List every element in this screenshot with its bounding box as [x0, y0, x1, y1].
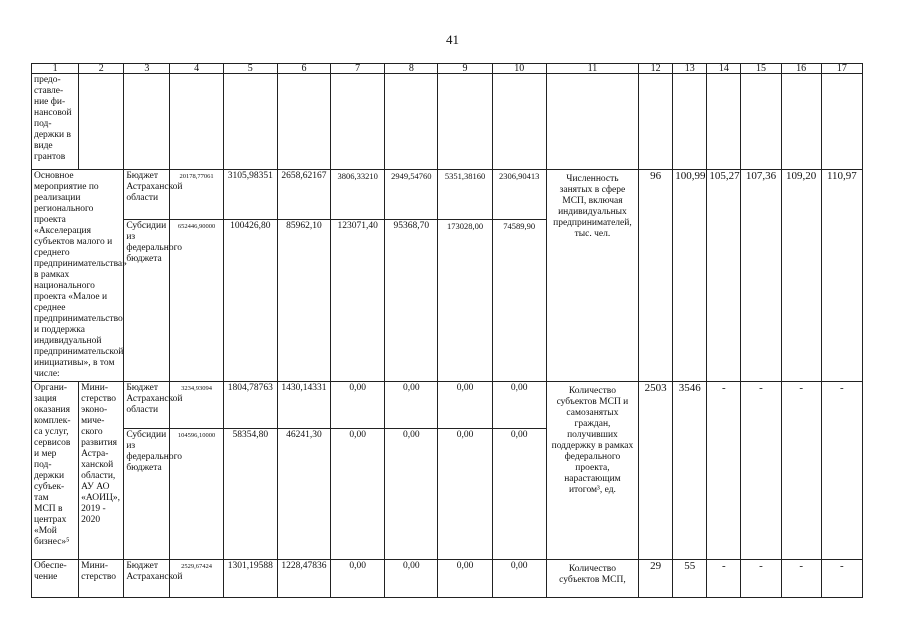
value-cell: 3105,98351 [223, 170, 277, 220]
target-cell: - [781, 560, 821, 598]
table-row [32, 74, 863, 170]
value-cell: 123071,40 [331, 220, 385, 382]
value-cell: 0,00 [438, 429, 492, 560]
target-cell: 55 [673, 560, 707, 598]
header-cell: 12 [639, 64, 673, 74]
measure-cell: предо- ставле- ние фи- нансовой под- держки в виде грантов [32, 74, 79, 170]
value-cell: 85962,10 [277, 220, 330, 382]
indicator-cell: Количество субъектов МСП, [546, 560, 638, 598]
indicator-cell: Численность занятых в сфере МСП, включая индивидуальных предпринимателей, тыс. чел. [546, 170, 638, 382]
target-cell: 110,97 [821, 170, 862, 382]
value-cell: 173028,00 [438, 220, 492, 382]
header-cell: 13 [673, 64, 707, 74]
header-cell: 1 [32, 64, 79, 74]
value-cell: 3234,93094 [170, 382, 223, 429]
value-cell: 1301,19588 [223, 560, 277, 598]
header-cell: 7 [331, 64, 385, 74]
value-cell: 0,00 [385, 382, 438, 429]
header-cell: 10 [492, 64, 546, 74]
header-cell: 17 [821, 64, 862, 74]
target-cell: - [707, 382, 741, 560]
value-cell: 0,00 [492, 382, 546, 429]
value-cell: 1804,78763 [223, 382, 277, 429]
target-cell: 2503 [639, 382, 673, 560]
source-cell: Бюджет Астраханской [124, 560, 170, 598]
value-cell: 2306,90413 [492, 170, 546, 220]
header-cell: 2 [79, 64, 124, 74]
page-number: 41 [446, 32, 459, 47]
target-cell: 105,27 [707, 170, 741, 382]
header-cell: 11 [546, 64, 638, 74]
header-cell: 14 [707, 64, 741, 74]
target-cell: - [707, 560, 741, 598]
value-cell: 0,00 [492, 429, 546, 560]
header-cell: 16 [781, 64, 821, 74]
header-cell: 5 [223, 64, 277, 74]
header-cell: 6 [277, 64, 330, 74]
value-cell: 0,00 [438, 382, 492, 429]
value-cell: 0,00 [331, 429, 385, 560]
value-cell: 46241,30 [277, 429, 330, 560]
target-cell: 29 [639, 560, 673, 598]
value-cell: 0,00 [385, 560, 438, 598]
source-cell: Бюджет Астраханской области [124, 170, 170, 220]
value-cell: 2949,54760 [385, 170, 438, 220]
target-cell: - [781, 382, 821, 560]
value-cell: 100426,80 [223, 220, 277, 382]
program-table [31, 63, 863, 598]
target-cell: - [741, 382, 781, 560]
table-row [32, 170, 863, 220]
target-cell: 3546 [673, 382, 707, 560]
value-cell: 1430,14331 [277, 382, 330, 429]
source-cell: Субсидии из федерального бюджета [124, 429, 170, 560]
table-row [32, 560, 863, 598]
indicator-cell: Количество субъектов МСП и самозанятых граждан, получивших поддержку в рамках федерального проекта, нарастающим итогом³, ед. [546, 382, 638, 560]
measure-cell: Обеспе- чение [32, 560, 79, 598]
target-cell: 107,36 [741, 170, 781, 382]
target-cell: - [741, 560, 781, 598]
source-cell: Бюджет Астраханской области [124, 382, 170, 429]
value-cell: 74589,90 [492, 220, 546, 382]
value-cell: 2529,67424 [170, 560, 223, 598]
value-cell: 0,00 [331, 382, 385, 429]
target-cell: - [821, 560, 862, 598]
header-cell: 4 [170, 64, 223, 74]
executor-cell: Мини- стерство эконо- миче- ского развития Астра- ханской области, АУ АО «АОИЦ», 2019 - 2020 [79, 382, 124, 560]
table-row [32, 382, 863, 429]
target-cell: 100,99 [673, 170, 707, 382]
value-cell: 20178,77061 [170, 170, 223, 220]
value-cell: 104596,10000 [170, 429, 223, 560]
value-cell: 0,00 [438, 560, 492, 598]
value-cell: 652446,90000 [170, 220, 223, 382]
measure-cell: Основное мероприятие по реализации регионального проекта «Акселерация субъектов малого и среднего предпринимательства» в рамках национального проекта «Малое и среднее предпринимательство и поддержка индивидуальной предпринимательской инициативы», в том числе: [32, 170, 124, 382]
value-cell: 3806,33210 [331, 170, 385, 220]
target-cell: - [821, 382, 862, 560]
value-cell: 0,00 [492, 560, 546, 598]
source-cell: Субсидии из федерального бюджета [124, 220, 170, 382]
value-cell: 2658,62167 [277, 170, 330, 220]
measure-cell: Органи- зация оказания комплек- са услуг, сервисов и мер под- держки субъек- там МСП в центрах «Мой бизнес»⁵ [32, 382, 79, 560]
header-cell: 15 [741, 64, 781, 74]
header-cell: 3 [124, 64, 170, 74]
value-cell: 95368,70 [385, 220, 438, 382]
value-cell: 0,00 [385, 429, 438, 560]
value-cell: 5351,38160 [438, 170, 492, 220]
target-cell: 96 [639, 170, 673, 382]
executor-cell: Мини- стерство [79, 560, 124, 598]
header-cell: 9 [438, 64, 492, 74]
target-cell: 109,20 [781, 170, 821, 382]
header-row [32, 64, 863, 74]
value-cell: 0,00 [331, 560, 385, 598]
header-cell: 8 [385, 64, 438, 74]
value-cell: 58354,80 [223, 429, 277, 560]
value-cell: 1228,47836 [277, 560, 330, 598]
